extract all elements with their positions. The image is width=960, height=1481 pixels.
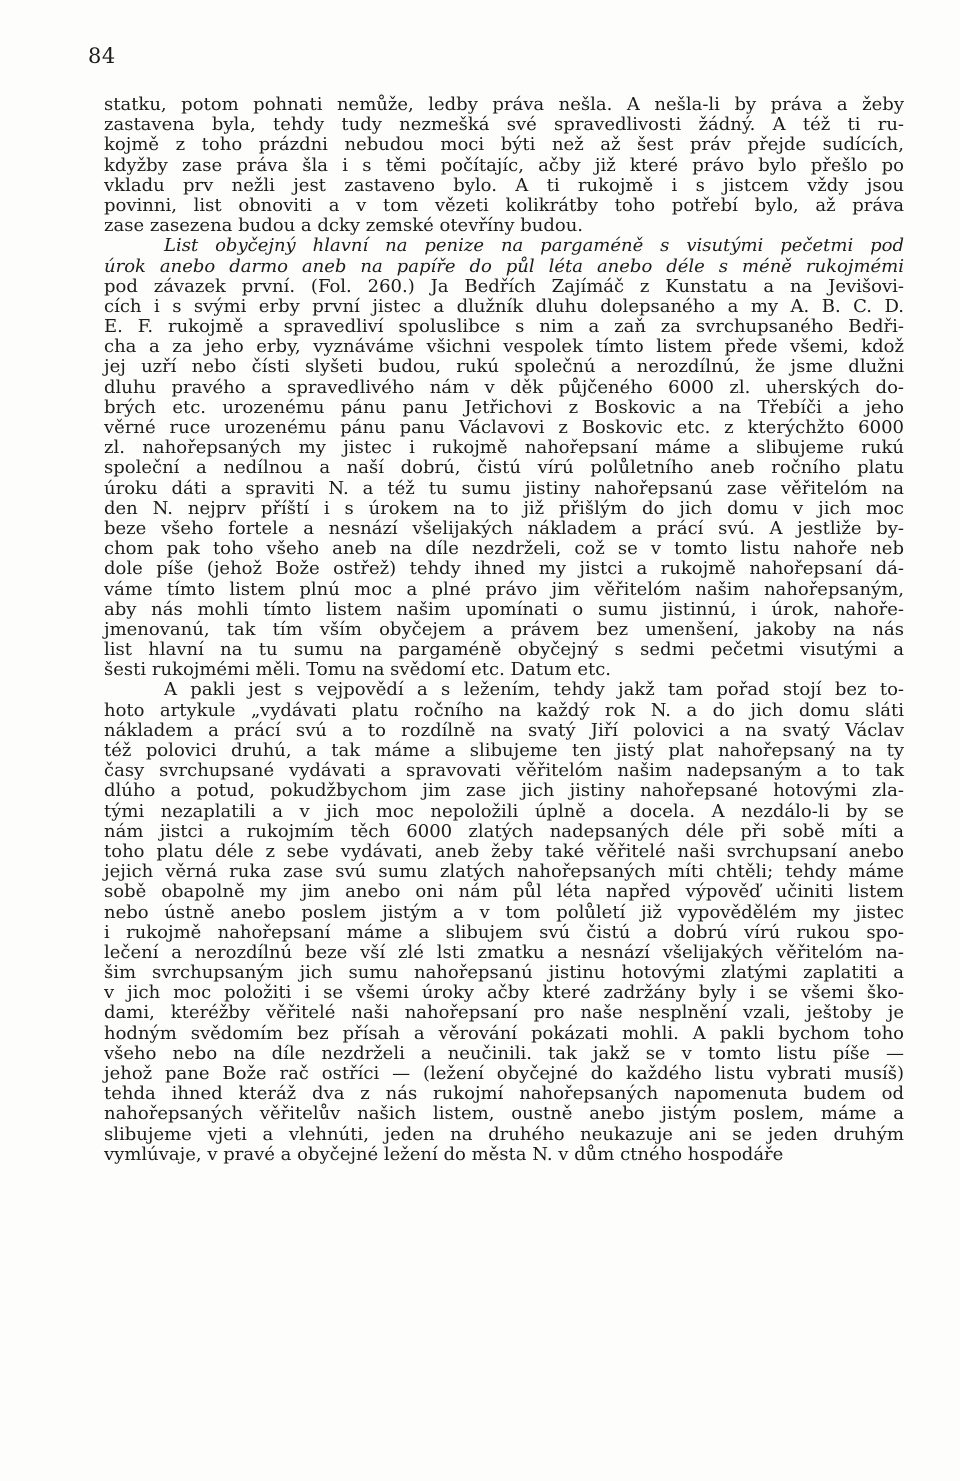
text-line: chom pak toho všeho aneb na díle nezdrželi, což se v tomto listu nahoře neb bbox=[104, 538, 904, 560]
text-line: kojmě z toho prázdni nebudou moci býti než až šest práv přejde sudících, bbox=[104, 134, 904, 156]
text-line: lečení a nerozdílnú beze vší zlé lsti zmatku a nesnází všelijakých věřitelóm na- bbox=[104, 941, 904, 963]
text-line: povinni, list obnoviti a v tom vězeti kolikrátby toho potřebí bylo, až práva bbox=[104, 194, 904, 216]
document-heading-line: List obyčejný hlavní na penize na pargaméně s visutými pečetmi pod bbox=[164, 235, 904, 257]
text-line: hodným svědomím bez přísah a věrování pokázati mohli. A pakli bychom toho bbox=[104, 1022, 904, 1044]
text-line: toho platu déle z sebe vydávati, aneb žeby také věřitelé naši svrchupsaní anebo bbox=[104, 840, 904, 862]
text-line: nahořepsaných věřitelův našich listem, oustně anebo jistým poslem, máme a bbox=[104, 1103, 904, 1125]
text-line: den N. nejprv příští i s úrokem na to již přišlým do jich domu v jich moc bbox=[104, 497, 904, 519]
text-line: úroku dáti a spraviti N. a též tu sumu jistiny nahořepsanú zase věřitelóm na bbox=[104, 477, 904, 499]
text-line: nám jistci a rukojmím těch 6000 zlatých nadepsaných déle při sobě míti a bbox=[104, 820, 904, 842]
text-line: šim svrchupsaným jich sumu nahořepsanú jistinu hotovými zlatými zaplatiti a bbox=[104, 962, 904, 984]
text-line: hoto artykule „vydávati platu ročního na každý rok N. a do jich domu sláti bbox=[104, 699, 904, 721]
text-line: v jich moc položiti i se všemi úroky ačby které zadržány byly i se všemi ško- bbox=[104, 982, 904, 1004]
text-line: zl. nahořepsaných my jistec i rukojmě nahořepsaní máme a slibujeme rukú bbox=[104, 437, 904, 459]
text-line: i rukojmě nahořepsaní máme a slibujem svú čistú a dobrú vírú rukou spo- bbox=[104, 921, 904, 943]
text-line: cích i s svými erby první jistec a dlužník dluhu dolepsaného a my A. B. C. D. bbox=[104, 295, 904, 317]
text-line: jejich věrná ruka zase svú sumu zlatých nahořepsaných míti chtěli; tehdy máme bbox=[104, 861, 904, 883]
text-line: časy svrchupsané vydávati a spravovati věřitelóm našim nadepsaným a to tak bbox=[104, 760, 904, 782]
text-line: list hlavní na tu sumu na pargaméně obyčejný s sedmi pečetmi visutými a bbox=[104, 639, 904, 661]
page-number: 84 bbox=[88, 44, 116, 68]
text-line: zase zasezena budou a dcky zemské otevříny budou. bbox=[104, 215, 584, 237]
text-line: šesti rukojmémi měli. Tomu na svědomí etc. Datum etc. bbox=[104, 659, 612, 681]
text-line: též polovici druhú, a tak máme a slibujeme ten jistý plat nahořepsaný na ty bbox=[104, 740, 904, 761]
text-line: beze všeho fortele a nesnází všelijakých nákladem a prácí svú. A jestliže by- bbox=[104, 517, 904, 539]
text-line: jej uzří nebo čísti slyšeti budou, rukú společnú a nerozdílnú, že jsme dlužni bbox=[104, 356, 904, 378]
text-line: slibujeme vjeti a vlehnúti, jeden na druhého neukazuje ani se jeden druhým bbox=[104, 1123, 904, 1145]
text-line: kdyžby zase práva šla i s těmi počítajíc, ačby již které právo bylo přešlo po bbox=[104, 154, 904, 176]
text-line: nákladem a prácí svú a to rozdílně na svatý Jiří polovici a na svatý Václav bbox=[104, 719, 904, 741]
text-line: jehož pane Bože rač ostříci — (ležení obyčejné do každého listu vybrati musíš) bbox=[104, 1063, 904, 1084]
text-line: vkladu prv nežli jest zastaveno bylo. A ti rukojmě i s jistcem vždy jsou bbox=[104, 174, 904, 196]
text-line: brých etc. urozenému pánu panu Jetřichovi z Boskovic a na Třebíči a jeho bbox=[104, 396, 904, 418]
text-line: jmenovanú, tak tím vším obyčejem a právem bez umenšení, jakoby na nás bbox=[104, 618, 904, 640]
text-line: cha a za jeho erby, vyznáváme všichni vespolek tímto listem přede všemi, kdož bbox=[104, 336, 904, 358]
text-line: aby nás mohli tímto listem našim upomínati o sumu jistinnú, i úrok, nahoře- bbox=[104, 598, 904, 620]
text-line: vymlúvaje, v pravé a obyčejné ležení do města N. v dům ctného hospodáře bbox=[104, 1143, 784, 1165]
text-line: A pakli jest s vejpovědí a s ležením, tehdy jakž tam pořad stojí bez to- bbox=[164, 679, 904, 701]
text-line: sobě obapolně my jim anebo oni nám půl léta napřed výpověď učiniti listem bbox=[104, 881, 904, 903]
text-line: pod závazek první. (Fol. 260.) Ja Bedřích Zajímáč z Kunstatu a na Jevišovi- bbox=[104, 275, 904, 297]
document-heading-line: úrok anebo darmo aneb na papíře do půl léta anebo déle s méně rukojmémi bbox=[104, 255, 904, 277]
text-line: dole píše (jehož Bože ostřež) tehdy ihned my jistci a rukojmě nahořepsaní dá- bbox=[104, 558, 904, 580]
body-text bbox=[104, 95, 904, 1165]
text-line: společní a nedílnou a naší dobrú, čistú vírú polůletního aneb ročního platu bbox=[104, 457, 904, 479]
text-line: statku, potom pohnati nemůže, ledby práva nešla. A nešla-li by práva a žeby bbox=[104, 94, 904, 115]
text-line: tými nezaplatili a v jich moc nepoložili úplně a docela. A nezdálo-li by se bbox=[104, 800, 904, 822]
text-line: dluhu pravého a spravedlivého nám v děk půjčeného 6000 zl. uherských do- bbox=[104, 376, 904, 398]
text-line: tehda ihned kteráž dva z nás rukojmí nahořepsaných napomenuta budem od bbox=[104, 1083, 904, 1105]
text-line: zastavena byla, tehdy tudy nezmešká své spravedlivosti žádný. A též ti ru- bbox=[104, 114, 904, 136]
text-line: nebo ústně anebo poslem jistým a v tom polůletí již vypovědělém my jistec bbox=[104, 901, 904, 923]
text-line: dlúho a potud, pokudžbychom jim zase jich jistiny nahořepsané hotovými zla- bbox=[104, 780, 904, 802]
text-line: všeho nebo na díle nezdrželi a neučinili. tak jakž se v tomto listu píše — bbox=[104, 1042, 904, 1064]
text-line: váme tímto listem plnú moc a plné právo jim věřitelóm našim nahořepsaným, bbox=[104, 578, 904, 600]
text-line: E. F. rukojmě a spravedliví spoluslibce s nim a zaň za svrchupsaného Bedři- bbox=[104, 316, 904, 338]
text-line: věrné ruce urozenému pánu panu Václavovi z Boskovic etc. z kterýchžto 6000 bbox=[104, 417, 904, 438]
text-line: dami, kteréžby věřitelé naši nahořepsaní pro naše nesplnění vzali, ještoby je bbox=[104, 1002, 904, 1024]
